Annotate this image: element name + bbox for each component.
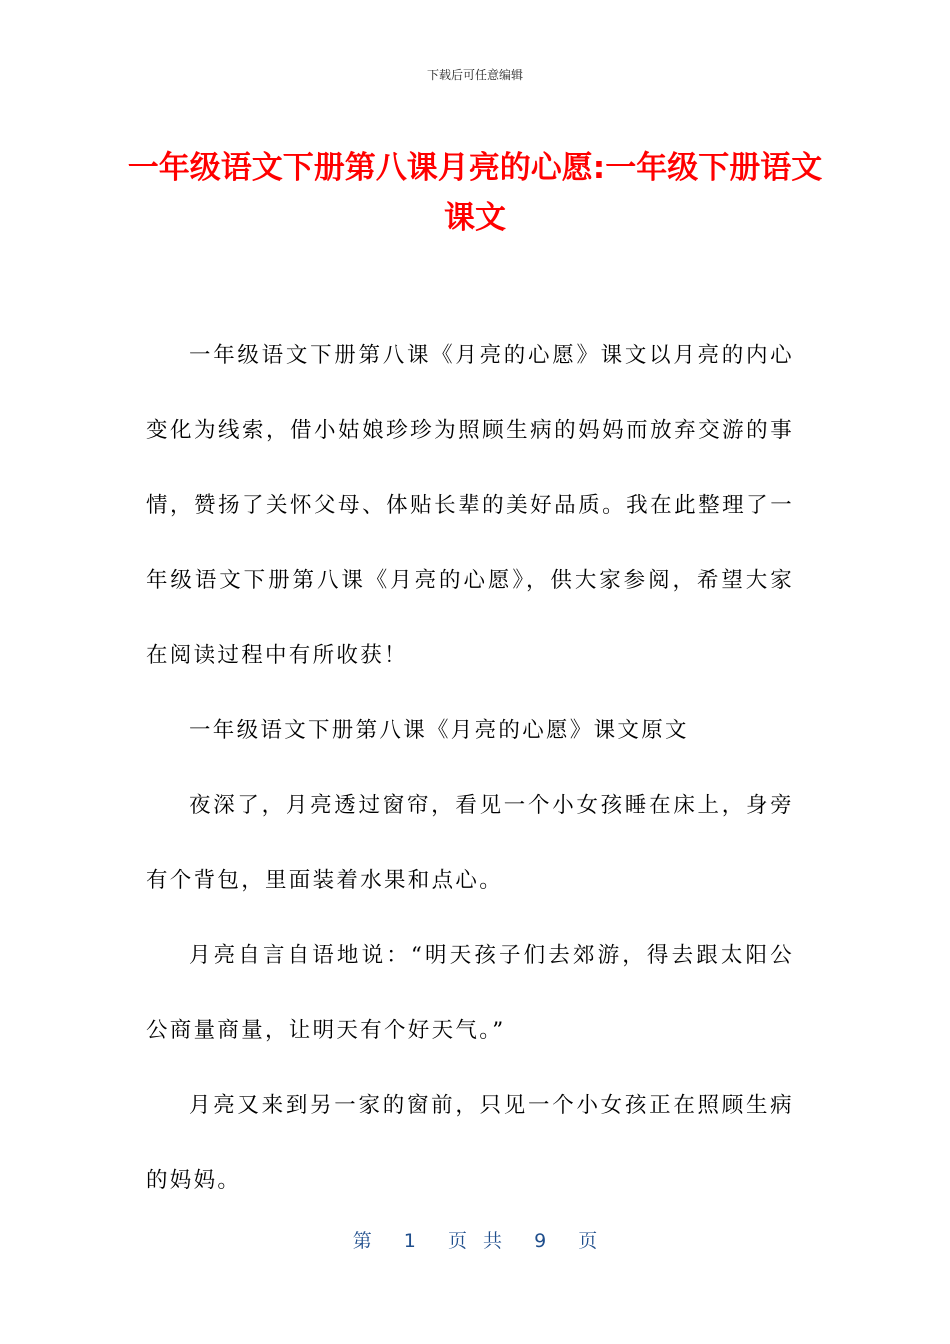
paragraph-story-3: 月亮又来到另一家的窗前，只见一个小女孩正在照顾生病的妈妈。	[146, 1093, 794, 1193]
paragraph-heading: 一年级语文下册第八课《月亮的心愿》课文原文	[189, 718, 689, 743]
paragraph-intro: 一年级语文下册第八课《月亮的心愿》课文以月亮的内心变化为线索，借小姑娘珍珍为照顾生病的妈妈而放弃交游的事情，赞扬了关怀父母、体贴长辈的美好品质。我在此整理了一年级语文下册第八课《月亮的心愿》，供大家参阅，希望大家在阅读过程中有所收获！	[146, 343, 794, 668]
header-note: 下载后可任意编辑	[426, 68, 523, 82]
article-body	[146, 318, 794, 1218]
page-title: 一年级语文下册第八课月亮的心愿:一年级下册语文课文	[127, 150, 823, 236]
paragraph-story-1: 夜深了，月亮透过窗帘，看见一个小女孩睡在床上，身旁有个背包，里面装着水果和点心。	[146, 793, 794, 893]
paragraph-story-2: 月亮自言自语地说：“明天孩子们去郊游，得去跟太阳公公商量商量，让明天有个好天气。”	[146, 943, 794, 1043]
page-footer: 第 1 页 共 9 页	[352, 1230, 598, 1252]
